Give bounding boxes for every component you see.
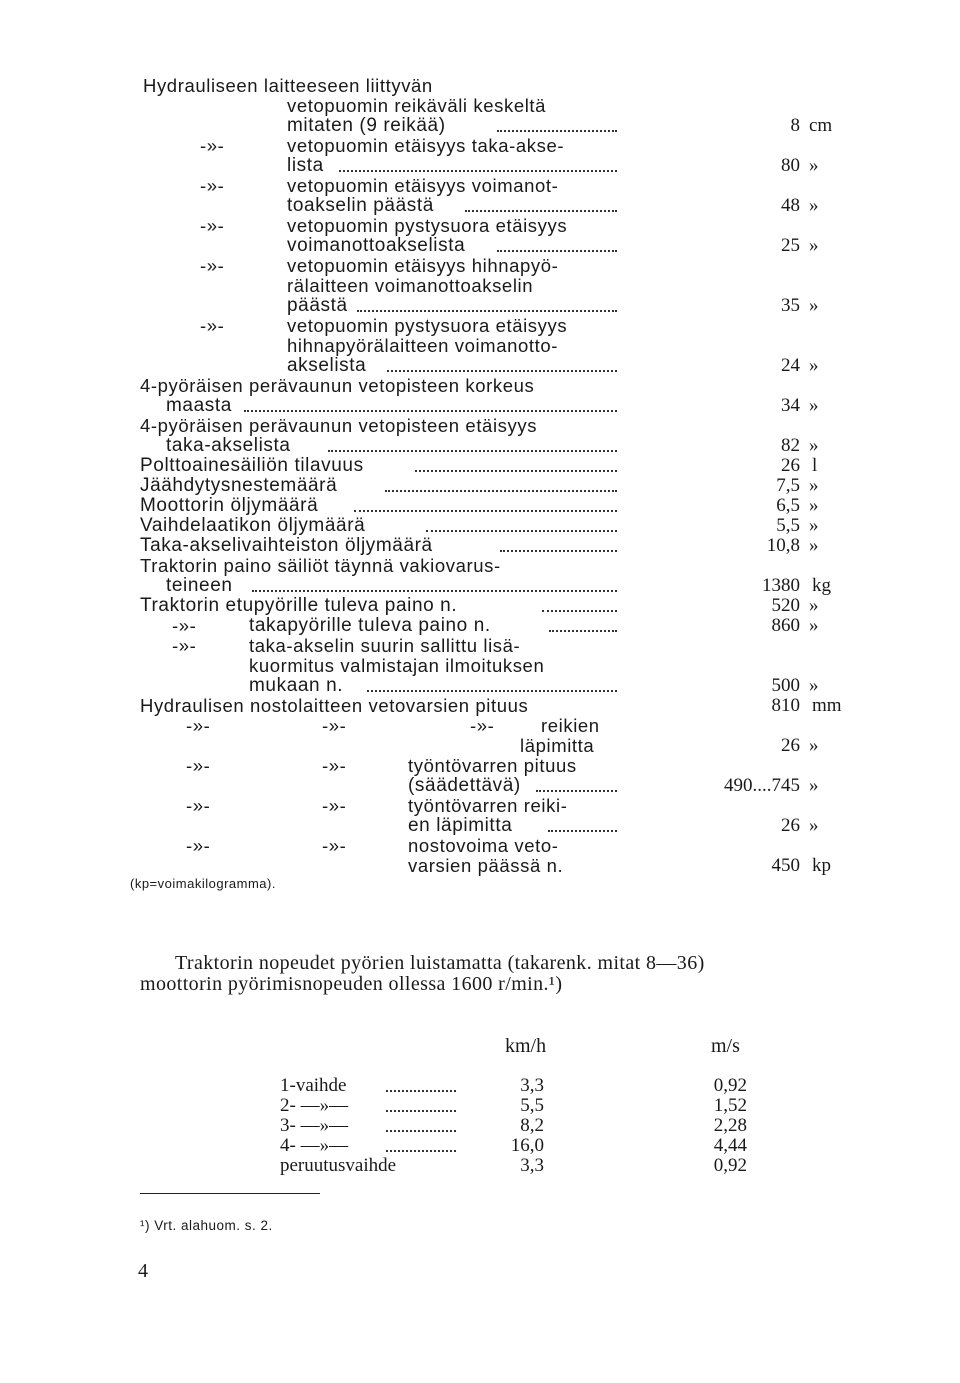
spec-line: maasta	[166, 396, 617, 416]
footnote: ¹) Vrt. alahuom. s. 2.	[140, 1218, 273, 1233]
speed-ms: 1,52	[713, 1095, 747, 1116]
ditto-mark: -»-	[200, 135, 225, 156]
spec-unit: »	[809, 355, 819, 376]
spec-line: Taka-akselivaihteiston öljymäärä	[140, 536, 617, 556]
spec-value: 10,8	[766, 535, 800, 556]
column-header-kmh: km/h	[505, 1035, 547, 1057]
spec-line: vetopuomin pystysuora etäisyys	[287, 315, 568, 336]
spec-line: (säädettävä)	[408, 776, 617, 796]
spec-unit: »	[809, 495, 819, 516]
spec-line: Hydrauliseen laitteeseen liittyvän	[143, 75, 433, 96]
speed-kmh: 3,3	[520, 1155, 544, 1176]
column-header-ms: m/s	[711, 1035, 740, 1057]
spec-unit: kg	[812, 575, 831, 596]
section-heading: moottorin pyörimisnopeuden ollessa 1600 r/min.¹)	[140, 973, 563, 995]
spec-unit: »	[809, 435, 819, 456]
spec-value: 6,5	[776, 495, 800, 516]
spec-line: 4-pyöräisen perävaunun vetopisteen korkeus	[140, 375, 535, 396]
spec-unit: l	[812, 455, 818, 476]
spec-line: taka-akselista	[166, 436, 617, 456]
gear-label: peruutusvaihde	[280, 1155, 397, 1176]
spec-unit: »	[809, 675, 819, 696]
ditto-mark: -»-	[172, 615, 197, 636]
spec-value: 7,5	[776, 475, 800, 496]
ditto-mark: -»-	[322, 755, 347, 776]
spec-line: nostovoima veto-	[408, 835, 559, 856]
spec-line: vetopuomin pystysuora etäisyys	[287, 215, 568, 236]
section-heading: Traktorin nopeudet pyörien luistamatta (takarenk. mitat 8—36)	[175, 952, 705, 974]
spec-unit: »	[809, 775, 819, 796]
spec-line: työntövarren pituus	[408, 755, 577, 776]
speed-ms: 2,28	[713, 1115, 747, 1136]
spec-value: 35	[781, 295, 800, 316]
spec-unit: »	[809, 735, 819, 756]
spec-line: Traktorin paino säiliöt täynnä vakiovarus-	[140, 555, 501, 576]
spec-line: 4-pyöräisen perävaunun vetopisteen etäisyys	[140, 415, 538, 436]
ditto-mark: -»-	[186, 835, 211, 856]
spec-value: 26	[781, 815, 800, 836]
spec-value: 520	[771, 595, 800, 616]
speed-ms: 0,92	[713, 1075, 747, 1096]
spec-value: 490....745	[724, 775, 800, 796]
gear-label: 2- —»—	[280, 1096, 456, 1116]
spec-unit: »	[809, 595, 819, 616]
footnote-rule	[140, 1193, 320, 1194]
spec-unit: »	[809, 515, 819, 536]
spec-line: kuormitus valmistajan ilmoituksen	[249, 655, 545, 676]
speed-kmh: 5,5	[520, 1095, 544, 1116]
spec-line: vetopuomin etäisyys voimanot-	[287, 175, 559, 196]
ditto-mark: -»-	[200, 215, 225, 236]
spec-value: 5,5	[776, 515, 800, 536]
abbreviation-note: (kp=voimakilogramma).	[130, 876, 276, 891]
spec-unit: »	[809, 295, 819, 316]
spec-value: 34	[781, 395, 800, 416]
spec-unit: »	[809, 475, 819, 496]
spec-unit: »	[809, 615, 819, 636]
ditto-mark: -»-	[322, 715, 347, 736]
spec-value: 48	[781, 195, 800, 216]
spec-unit: »	[809, 235, 819, 256]
page-number: 4	[138, 1260, 148, 1282]
spec-line: vetopuomin etäisyys taka-akse-	[287, 135, 565, 156]
ditto-mark: -»-	[186, 795, 211, 816]
spec-unit: »	[809, 195, 819, 216]
spec-line: akselista	[287, 356, 617, 376]
spec-line: päästä	[287, 296, 617, 316]
gear-label: 4- —»—	[280, 1136, 456, 1156]
ditto-mark: -»-	[200, 315, 225, 336]
ditto-mark: -»-	[186, 755, 211, 776]
ditto-mark: -»-	[470, 715, 495, 736]
spec-value: 80	[781, 155, 800, 176]
spec-unit: »	[809, 395, 819, 416]
spec-line: teineen	[166, 576, 617, 596]
spec-line: varsien päässä n.	[408, 855, 564, 876]
spec-line: rälaitteen voimanottoakselin	[287, 275, 534, 296]
ditto-mark: -»-	[322, 835, 347, 856]
spec-value: 82	[781, 435, 800, 456]
ditto-mark: -»-	[322, 795, 347, 816]
spec-line: reikien	[541, 715, 600, 736]
spec-value: 860	[771, 615, 800, 636]
spec-line: Traktorin etupyörille tuleva paino n.	[140, 596, 617, 616]
spec-value: 26	[781, 735, 800, 756]
spec-unit: »	[809, 155, 819, 176]
spec-line: vetopuomin etäisyys hihnapyö-	[287, 255, 559, 276]
spec-line: läpimitta	[520, 735, 595, 756]
ditto-mark: -»-	[200, 255, 225, 276]
spec-unit: »	[809, 535, 819, 556]
spec-value: 25	[781, 235, 800, 256]
ditto-mark: -»-	[172, 635, 197, 656]
spec-line: työntövarren reiki-	[408, 795, 568, 816]
spec-line: hihnapyörälaitteen voimanotto-	[287, 335, 558, 356]
spec-value: 500	[771, 675, 800, 696]
speed-kmh: 16,0	[510, 1135, 544, 1156]
spec-value: 1380	[762, 575, 800, 596]
spec-line: mitaten (9 reikää)	[287, 116, 617, 136]
spec-line: Moottorin öljymäärä	[140, 496, 617, 516]
ditto-mark: -»-	[200, 175, 225, 196]
spec-line: lista	[287, 156, 617, 176]
speed-kmh: 3,3	[520, 1075, 544, 1096]
spec-line: en läpimitta	[408, 816, 617, 836]
speed-kmh: 8,2	[520, 1115, 544, 1136]
spec-line: Vaihdelaatikon öljymäärä	[140, 516, 617, 536]
spec-value: 8	[790, 115, 800, 136]
spec-line: Jäähdytysnestemäärä	[140, 476, 617, 496]
spec-value: 450	[771, 855, 800, 876]
gear-label: 1-vaihde	[280, 1076, 456, 1096]
spec-unit: mm	[812, 695, 842, 716]
speed-ms: 0,92	[713, 1155, 747, 1176]
gear-label: 3- —»—	[280, 1116, 456, 1136]
spec-line: Polttoainesäiliön tilavuus	[140, 456, 617, 476]
spec-value: 26	[781, 455, 800, 476]
spec-line: taka-akselin suurin sallittu lisä-	[249, 635, 521, 656]
spec-value: 24	[781, 355, 800, 376]
spec-line: vetopuomin reikäväli keskeltä	[287, 95, 547, 116]
spec-line: takapyörille tuleva paino n.	[249, 616, 617, 636]
spec-line: Hydraulisen nostolaitteen vetovarsien pituus	[140, 695, 529, 716]
spec-unit: cm	[809, 115, 833, 136]
spec-line: voimanottoakselista	[287, 236, 617, 256]
spec-line: toakselin päästä	[287, 196, 617, 216]
spec-value: 810	[771, 695, 800, 716]
spec-line: mukaan n.	[249, 676, 617, 696]
spec-unit: kp	[812, 855, 831, 876]
speed-ms: 4,44	[713, 1135, 747, 1156]
ditto-mark: -»-	[186, 715, 211, 736]
spec-unit: »	[809, 815, 819, 836]
